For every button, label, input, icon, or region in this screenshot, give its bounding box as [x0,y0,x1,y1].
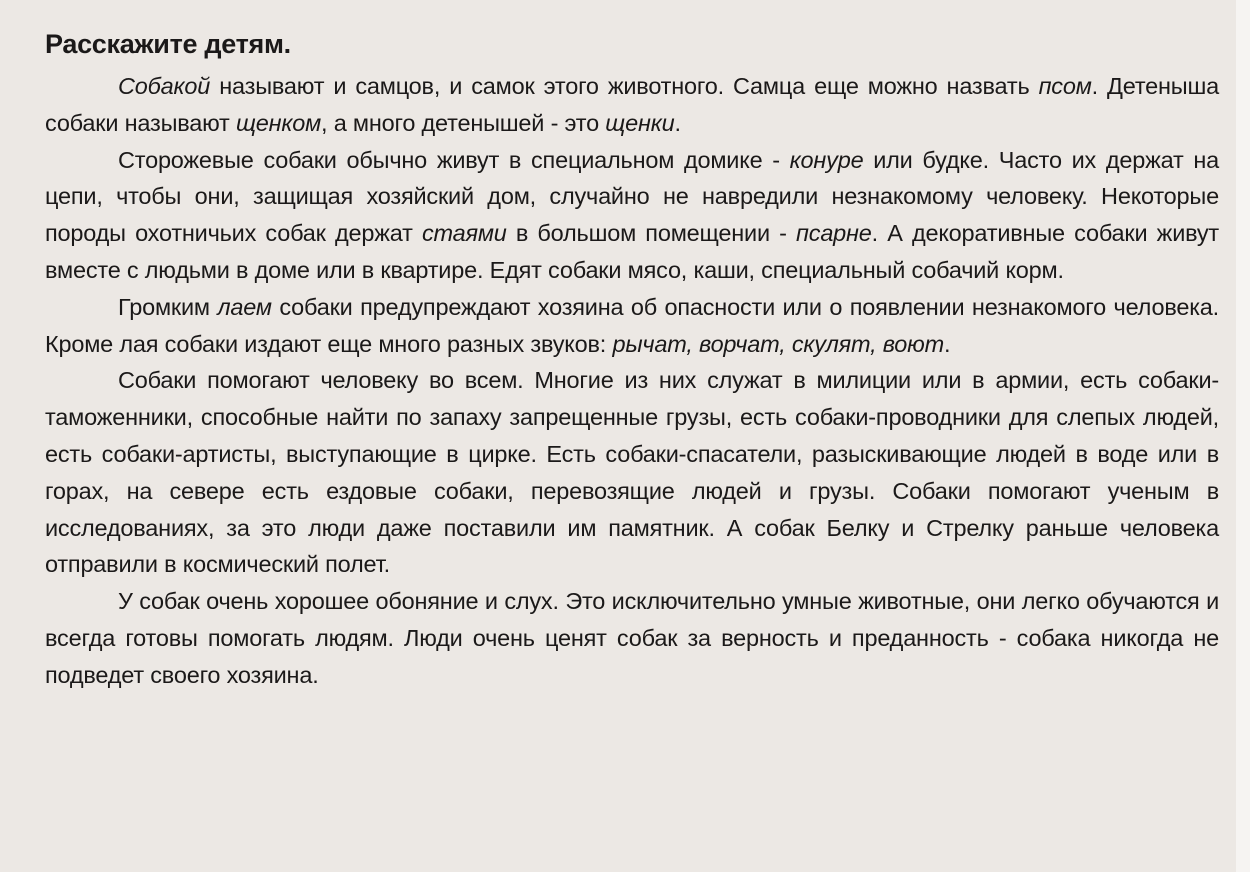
document-body [45,24,1219,694]
italic-term: щенки [605,109,675,136]
paragraph [45,583,1219,693]
text-segment: У собак очень хорошее обоняние и слух. Это исключительно умные животные, они легко обучаются и всегда готовы помогать людям. Люди очень ценят собак за верность и преданность - собака никогда не подведет своего хозяина. [45,588,1219,688]
paragraph [45,142,1219,289]
paragraph [45,289,1219,363]
paragraph [45,68,1219,142]
italic-term: конуре [789,146,864,173]
text-segment: , а много детенышей - это [321,109,606,136]
italic-term: Собакой [118,73,211,99]
italic-term: псарне [796,220,872,247]
text-segment: собаки предупреждают хозяина об опасности или о появлении незнакомого человека. Кроме лая собаки издают еще много разных звуков: [45,293,1219,357]
text-segment: . Детеныша собаки называют [45,73,1219,136]
italic-term: стаями [421,220,507,247]
paragraph-list [45,68,1219,694]
italic-term: лаем [217,293,272,320]
text-segment: Собаки помогают человеку во всем. Многие из них служат в милиции или в армии, есть собаки-таможенники, способные найти по запаху запрещенные грузы, есть собаки-проводники для слепых людей, есть собаки-артисты, выступающие в цирке. Есть собаки-спасатели, разыскивающие людей в воде или в горах, на севере есть ездовые собаки, перевозящие людей и грузы. Собаки помогают ученым в исследованиях, за это люди даже поставили им памятник. А собак Белку и Стрелку раньше человека отправили в космический полет. [45,367,1219,578]
page-edge [1236,0,1250,872]
text-segment: Сторожевые собаки обычно живут в специальном домике - [118,146,790,173]
text-segment: . [674,109,681,136]
text-segment: . [944,330,951,357]
page-title: Расскажите детям. [45,29,291,59]
text-segment: называют и самцов, и самок этого животного. Самца еще можно назвать [210,73,1039,99]
text-segment: в большом помещении - [506,220,797,247]
text-segment: Громким [118,293,218,320]
italic-term: щенком [235,109,322,136]
text-segment: или будке. Часто их держат на цепи, чтобы они, защищая хозяйский дом, случайно не навредили незнакомому человеку. Некоторые породы охотничьих собак держат [45,146,1219,247]
italic-term: рычат, ворчат, скулят, воют [612,330,945,357]
text-segment: . А декоративные собаки живут вместе с людьми в доме или в квартире. Едят собаки мясо, каши, специальный собачий корм. [45,220,1220,283]
paragraph [45,362,1219,583]
italic-term: псом [1038,73,1092,99]
